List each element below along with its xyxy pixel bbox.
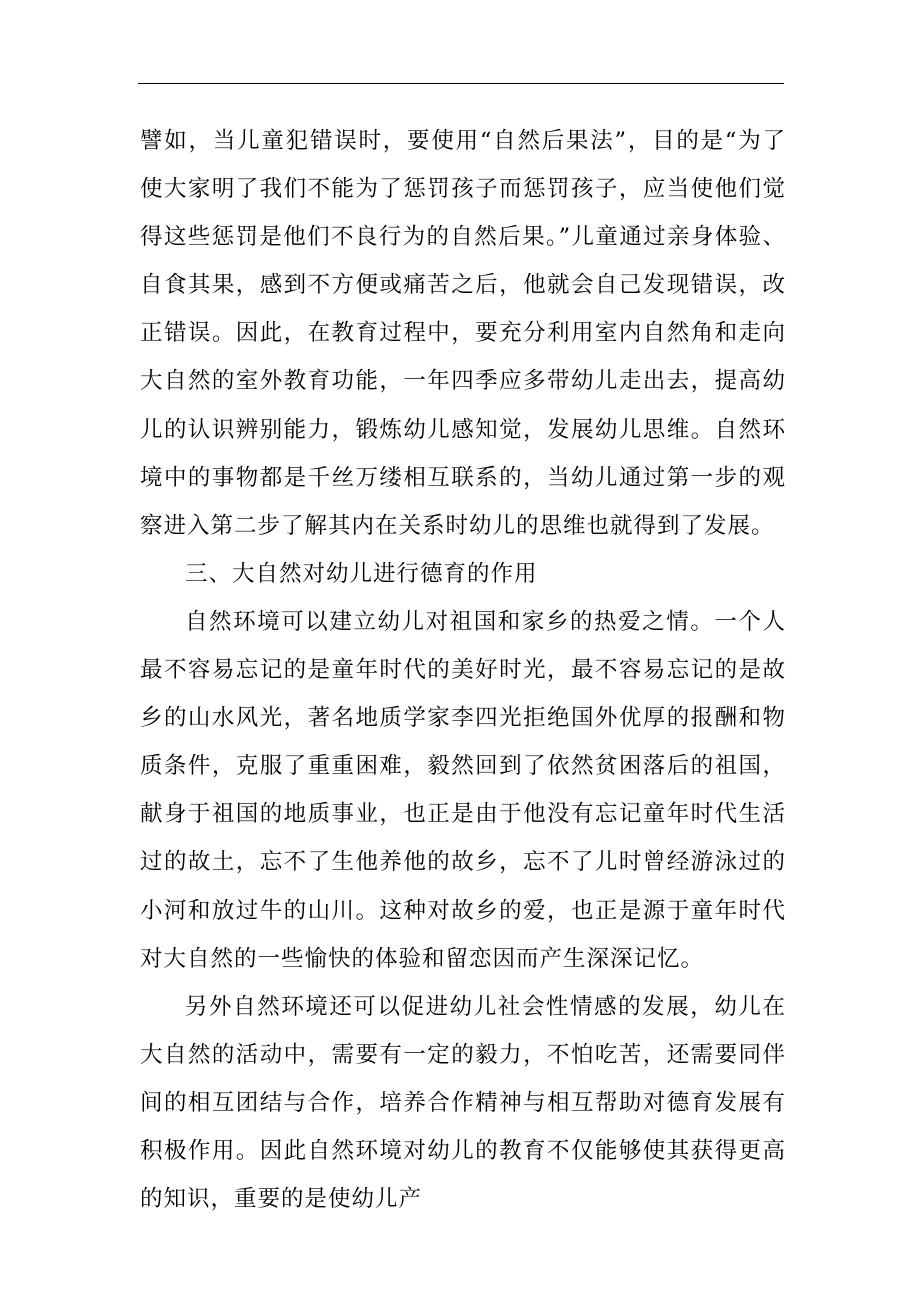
section-heading-moral-education: 三、大自然对幼儿进行德育的作用 [185, 560, 538, 587]
paragraph-love-of-homeland: 自然环境可以建立幼儿对祖国和家乡的热爱之情。一个人最不容易忘记的是童年时代的美好时光，最不容易忘记的是故乡的山水风光，著名地质学家李四光拒绝国外优厚的报酬和物质条件，克服了重重困难，毅然回到了依然贫困落后的祖国，献身于祖国的地质事业，也正是由于他没有忘记童年时代生活过的故土，忘不了生他养他的故乡，忘不了儿时曾经游泳过的小河和放过牛的山川。这种对故乡的爱，也正是源于童年时代对大自然的一些愉快的体验和留恋因而产生深深记忆。 [140, 608, 786, 972]
header-rule [138, 83, 784, 84]
paragraph-natural-consequences: 譬如，当儿童犯错误时，要使用“自然后果法”，目的是“为了使大家明了我们不能为了惩罚孩子而惩罚孩子，应当使他们觉得这些惩罚是他们不良行为的自然后果。”儿童通过亲身体验、自食其果，感到不方便或痛苦之后，他就会自己发现错误，改正错误。因此，在教育过程中，要充分利用室内自然角和走向大自然的室外教育功能，一年四季应多带幼儿走出去，提高幼儿的认识辨别能力，锻炼幼儿感知觉，发展幼儿思维。自然环境中的事物都是千丝万缕相互联系的，当幼儿通过第一步的观察进入第二步了解其内在关系时幼儿的思维也就得到了发展。 [140, 128, 786, 539]
body-text [140, 117, 786, 1223]
paragraph-social-emotion: 另外自然环境还可以促进幼儿社会性情感的发展，幼儿在大自然的活动中，需要有一定的毅力，不怕吃苦，还需要同伴间的相互团结与合作，培养合作精神与相互帮助对德育发展有积极作用。因此自然环境对幼儿的教育不仅能够使其获得更高的知识，重要的是使幼儿产 [140, 993, 786, 1213]
